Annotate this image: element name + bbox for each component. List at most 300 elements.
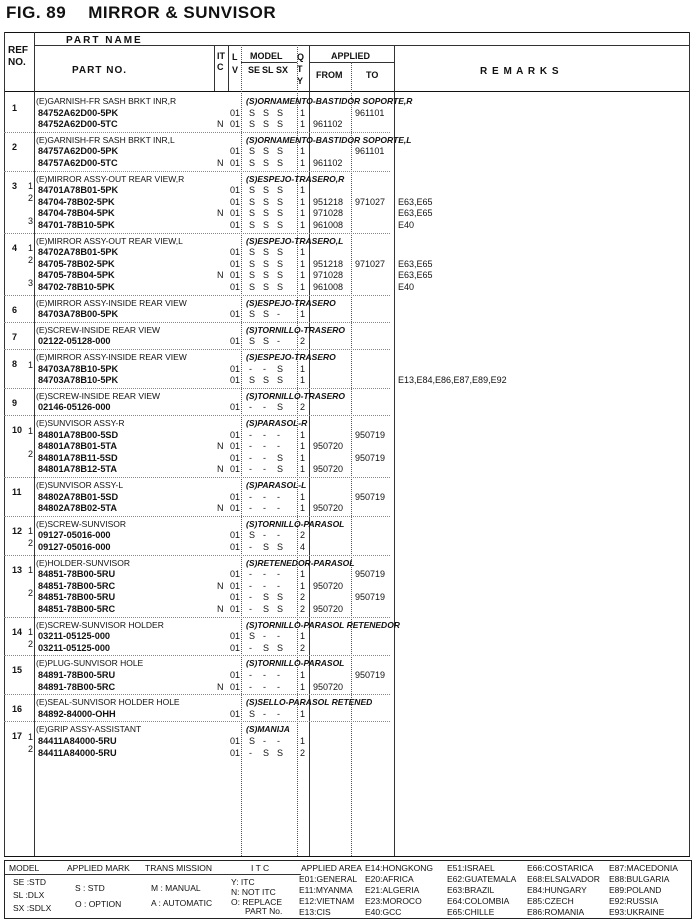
quantity: 1 (300, 452, 306, 463)
level: 01 (230, 735, 241, 746)
table-row (4, 107, 690, 119)
model-sl: S (263, 258, 270, 269)
table-row (4, 743, 690, 759)
part-number: 84851-78B00-5RU (38, 592, 116, 603)
header-model-sx: SX (276, 65, 289, 75)
applied-to: 950719 (355, 452, 386, 463)
sub-index: 2 (28, 192, 34, 203)
sub-index: 1 (28, 526, 34, 537)
quantity: 1 (300, 631, 306, 642)
area-e20: E20:AFRICA (365, 874, 414, 884)
header-ref-no: REF NO. (8, 45, 28, 68)
table-row (4, 669, 690, 681)
legend-area-heading: APPLIED AREA (301, 863, 362, 873)
part-name-spanish: (S)SELLO-PARASOL RETENED (246, 697, 373, 708)
applied-from: 961008 (313, 281, 344, 292)
remarks: E63,E65 (398, 196, 433, 207)
quantity: 2 (300, 530, 306, 541)
legend-itc-heading: I T C (251, 863, 270, 873)
area-e86: E86:ROMANIA (527, 907, 585, 917)
group-divider (4, 617, 390, 618)
group-divider (4, 388, 390, 389)
part-number: 84891-78B00-5RU (38, 669, 116, 680)
group-divider (4, 171, 390, 172)
part-number: 84411A84000-5RU (38, 747, 117, 758)
quantity: 1 (300, 146, 306, 157)
ref-number: 12 (12, 525, 23, 536)
part-number: 84891-78B00-5RC (38, 681, 116, 692)
model-sx: - (277, 681, 280, 692)
header-from: FROM (316, 70, 343, 80)
model-sx: S (277, 747, 284, 758)
quantity: 2 (300, 336, 306, 347)
model-sx: S (277, 196, 284, 207)
group-divider (4, 721, 390, 722)
ref-number: 11 (12, 486, 22, 497)
part-name: (E)SUNVISOR ASSY-L (36, 480, 124, 490)
part-number: 84702A78B01-5PK (38, 247, 119, 258)
quantity: 1 (300, 185, 306, 196)
model-sx: S (277, 270, 284, 281)
quantity: 1 (300, 157, 306, 168)
model-sl: - (263, 452, 266, 463)
model-sx: S (277, 157, 284, 168)
ref-number: 8 (12, 358, 18, 369)
ref-number: 13 (12, 564, 23, 575)
model-sx: S (277, 119, 284, 130)
ref-number: 3 (12, 180, 18, 191)
header-remarks: R E M A R K S (480, 66, 560, 77)
part-name-spanish: (S)ESPEJO-TRASERO,L (246, 235, 344, 246)
ref-number: 10 (12, 424, 23, 435)
area-e51: E51:ISRAEL (447, 863, 495, 873)
model-se: - (249, 402, 252, 413)
table-row (4, 277, 690, 293)
ref-number: 4 (12, 242, 18, 253)
area-e93: E93:UKRAINE (609, 907, 665, 917)
legend-model-se: SE :STD (13, 877, 47, 887)
model-sx: S (277, 375, 284, 386)
level: 01 (230, 541, 241, 552)
itc-flag: N (217, 270, 224, 281)
sub-index: 2 (28, 448, 34, 459)
sub-index: 3 (28, 215, 34, 226)
part-name-spanish: (S)PARASOL-L (246, 480, 307, 490)
model-sl: - (263, 363, 266, 374)
applied-to: 961101 (355, 146, 385, 157)
quantity: 1 (300, 569, 306, 580)
part-number: 84851-78B00-5RC (38, 580, 116, 591)
area-e12: E12:VIETNAM (299, 896, 355, 906)
part-name: (E)SEAL-SUNVISOR HOLDER HOLE (36, 697, 180, 708)
part-number: 09127-05016-000 (38, 541, 111, 552)
model-sl: S (263, 603, 270, 614)
table-row (4, 588, 690, 603)
itc-flag: N (217, 157, 224, 168)
model-sx: S (277, 592, 284, 603)
level: 01 (230, 708, 241, 719)
table-row (4, 638, 690, 654)
table-row (4, 269, 690, 281)
group-divider (4, 516, 390, 517)
model-sl: S (263, 146, 270, 157)
table-row (4, 463, 690, 475)
level: 01 (230, 119, 241, 130)
sub-index: 1 (28, 565, 34, 576)
quantity: 2 (300, 592, 306, 603)
model-se: S (249, 107, 256, 118)
legend-area-col-4 (527, 863, 600, 918)
level: 01 (230, 441, 241, 452)
model-sx: - (277, 530, 280, 541)
model-sl: - (263, 735, 266, 746)
part-number: 02122-05128-000 (38, 336, 111, 347)
header-qty: QTY (297, 52, 305, 86)
table-row (4, 401, 690, 413)
quantity: 1 (300, 219, 306, 230)
ref-number: 17 (12, 731, 23, 742)
model-se: - (249, 681, 252, 692)
part-number: 84801A78B12-5TA (38, 464, 117, 475)
model-sx: S (277, 642, 284, 653)
level: 01 (230, 464, 241, 475)
area-e62: E62:GUATEMALA (447, 874, 517, 884)
model-sl: S (263, 541, 270, 552)
quantity: 1 (300, 580, 306, 591)
model-se: S (249, 208, 256, 219)
level: 01 (230, 258, 241, 269)
legend-area-col-5 (609, 863, 678, 918)
legend-itc-o: O: REPLACE (231, 897, 283, 907)
model-sx: S (277, 281, 284, 292)
model-sx: S (277, 541, 284, 552)
model-sl: - (263, 491, 266, 502)
header-model-se: SE (248, 65, 261, 75)
table-row (4, 565, 690, 580)
model-sl: S (263, 107, 270, 118)
itc-flag: N (217, 603, 224, 614)
applied-from: 950720 (313, 681, 344, 692)
part-name-spanish: (S)TORNILLO-PARASOL (246, 518, 345, 529)
legend-mark-option: O : OPTION (75, 899, 122, 909)
level: 01 (230, 402, 241, 413)
applied-to: 961101 (355, 107, 385, 118)
ref-number: 2 (12, 141, 18, 152)
part-name-spanish: (S)ESPEJO-TRASERO (246, 297, 336, 308)
level: 01 (230, 569, 241, 580)
table-row (4, 502, 690, 514)
remarks: E40 (398, 281, 415, 292)
part-name-spanish: (S)TORNILLO-TRASERO (246, 390, 346, 401)
quantity: 1 (300, 441, 306, 452)
model-sx: - (277, 669, 280, 680)
quantity: 1 (300, 429, 306, 440)
model-se: - (249, 580, 252, 591)
sub-index: 2 (28, 537, 34, 548)
model-sl: - (263, 669, 266, 680)
model-sl: S (263, 375, 270, 386)
model-se: - (249, 592, 252, 603)
applied-to: 950719 (355, 669, 386, 680)
model-sl: S (263, 281, 270, 292)
model-sx: S (277, 464, 284, 475)
table-row (4, 243, 690, 258)
part-number: 84703A78B10-5PK (38, 375, 119, 386)
area-e89: E89:POLAND (609, 885, 662, 895)
table-row (4, 254, 690, 270)
table-row (4, 526, 690, 541)
itc-flag: N (217, 208, 224, 219)
legend-trans-heading: TRANS MISSION (145, 863, 213, 873)
part-number: 84703A78B00-5PK (38, 309, 119, 320)
model-sx: S (277, 363, 284, 374)
level: 01 (230, 503, 241, 514)
itc-flag: N (217, 681, 224, 692)
header-itc: ITC (217, 51, 225, 72)
area-e65: E65:CHILLE (447, 907, 495, 917)
group-divider (4, 415, 390, 416)
quantity: 1 (300, 270, 306, 281)
legend-itc-y: Y: ITC (231, 877, 255, 887)
applied-to: 950719 (355, 429, 386, 440)
model-sx: - (277, 569, 280, 580)
legend-itc-partno: PART No. (245, 906, 283, 916)
model-sl: S (263, 592, 270, 603)
part-number: 84704-78B04-5PK (38, 208, 115, 219)
header-applied: APPLIED (331, 51, 371, 61)
part-number: 84801A78B01-5TA (38, 441, 117, 452)
model-se: - (249, 669, 252, 680)
model-se: - (249, 441, 252, 452)
area-e88: E88:BULGARIA (609, 874, 670, 884)
part-name-spanish: (S)PARASOL-R (246, 418, 308, 428)
part-name: (E)SUNVISOR ASSY-R (36, 418, 125, 428)
part-name: (E)MIRROR ASSY-INSIDE REAR VIEW (36, 352, 187, 362)
model-se: - (249, 464, 252, 475)
part-name: (E)SCREW-SUNVISOR (36, 518, 127, 529)
legend-mark-heading: APPLIED MARK (67, 863, 130, 873)
area-e13: E13:CIS (299, 907, 331, 917)
part-name: (E)SCREW-INSIDE REAR VIEW (36, 324, 161, 335)
applied-from: 961102 (313, 157, 343, 168)
level: 01 (230, 309, 241, 320)
table-row (4, 207, 690, 219)
level: 01 (230, 681, 241, 692)
sub-index: 2 (28, 254, 34, 265)
model-se: S (249, 336, 256, 347)
model-sl: S (263, 642, 270, 653)
level: 01 (230, 270, 241, 281)
area-e87: E87:MACEDONIA (609, 863, 678, 873)
ref-number: 6 (12, 304, 18, 315)
model-sl: - (263, 530, 266, 541)
sub-index: 2 (28, 638, 34, 649)
model-sx: - (277, 309, 280, 320)
model-sx: S (277, 107, 284, 118)
model-sx: - (277, 429, 280, 440)
part-number: 84411A84000-5RU (38, 735, 117, 746)
legend-footer (4, 860, 692, 919)
ref-number: 1 (12, 102, 18, 113)
model-sx: - (277, 631, 280, 642)
part-number: 84703A78B10-5PK (38, 363, 119, 374)
area-e11: E11:MYANMA (299, 885, 353, 895)
applied-to: 971027 (355, 196, 386, 207)
remarks: E40 (398, 219, 415, 230)
model-sx: S (277, 185, 284, 196)
model-se: - (249, 363, 252, 374)
applied-from: 951218 (313, 258, 344, 269)
table-row (4, 708, 690, 720)
part-name: (E)PLUG-SUNVISOR HOLE (36, 658, 144, 669)
table-row (4, 603, 690, 615)
table-row (4, 157, 690, 169)
applied-from: 961102 (313, 119, 343, 130)
model-se: S (249, 219, 256, 230)
model-se: S (249, 185, 256, 196)
model-se: - (249, 569, 252, 580)
table-row (4, 440, 690, 452)
area-e40: E40:GCC (365, 907, 402, 917)
table-row (4, 308, 690, 320)
level: 01 (230, 631, 241, 642)
model-sl: - (263, 429, 266, 440)
model-se: S (249, 530, 256, 541)
model-sl: - (263, 441, 266, 452)
quantity: 1 (300, 708, 306, 719)
figure-number: FIG. 89 (6, 3, 67, 22)
applied-to: 971027 (355, 258, 386, 269)
part-name: (E)GARNISH-FR SASH BRKT INR,L (36, 134, 175, 145)
part-number: 84702-78B10-5PK (38, 281, 115, 292)
level: 01 (230, 146, 241, 157)
part-name-spanish: (S)TORNILLO-TRASERO (246, 324, 346, 335)
ref-number: 7 (12, 331, 18, 342)
part-number: 84801A78B00-5SD (38, 429, 119, 440)
quantity: 2 (300, 603, 306, 614)
header-model: MODEL (250, 51, 283, 61)
area-e92: E92:RUSSIA (609, 896, 659, 906)
sub-index: 2 (28, 588, 34, 599)
part-number: 03211-05125-000 (38, 631, 111, 642)
level: 01 (230, 603, 241, 614)
model-se: - (249, 642, 252, 653)
table-row (4, 448, 690, 464)
part-number: 84801A78B11-5SD (38, 452, 118, 463)
remarks: E63,E65 (398, 258, 433, 269)
model-sl: S (263, 157, 270, 168)
applied-to: 950719 (355, 491, 386, 502)
model-sx: - (277, 708, 280, 719)
part-name-spanish: (S)MANIJA (246, 724, 290, 735)
model-sx: S (277, 247, 284, 258)
table-row (4, 335, 690, 347)
table-header (4, 32, 690, 92)
model-sl: - (263, 464, 266, 475)
part-number: 84701A78B01-5PK (38, 185, 119, 196)
part-name: (E)SCREW-INSIDE REAR VIEW (36, 390, 161, 401)
quantity: 1 (300, 464, 306, 475)
ref-number: 16 (12, 704, 23, 715)
part-number: 02146-05126-000 (38, 402, 111, 413)
part-name: (E)GRIP ASSY-ASSISTANT (36, 724, 142, 735)
itc-flag: N (217, 580, 224, 591)
model-se: - (249, 452, 252, 463)
itc-flag: N (217, 503, 224, 514)
legend-model-sx: SX :SDLX (13, 903, 52, 913)
model-se: S (249, 708, 256, 719)
legend-mark-std: S : STD (75, 883, 105, 893)
level: 01 (230, 747, 241, 758)
model-se: S (249, 270, 256, 281)
sub-index: 1 (28, 731, 34, 742)
model-sl: S (263, 196, 270, 207)
table-row (4, 627, 690, 642)
group-divider (4, 322, 390, 323)
quantity: 1 (300, 669, 306, 680)
legend-area-col-2 (365, 863, 433, 918)
model-sx: S (277, 258, 284, 269)
part-number: 84705-78B04-5PK (38, 270, 115, 281)
legend-model-sl: SL :DLX (13, 890, 45, 900)
quantity: 1 (300, 196, 306, 207)
part-name-spanish: (S)ESPEJO-TRASERO,R (246, 173, 345, 184)
legend-area-col-3 (447, 863, 516, 918)
level: 01 (230, 669, 241, 680)
model-sx: - (277, 735, 280, 746)
model-sx: S (277, 219, 284, 230)
model-sl: S (263, 208, 270, 219)
quantity: 2 (300, 642, 306, 653)
level: 01 (230, 281, 241, 292)
table-row (4, 580, 690, 592)
group-divider (4, 694, 390, 695)
applied-from: 971028 (313, 270, 344, 281)
model-sx: S (277, 603, 284, 614)
part-name: (E)GARNISH-FR SASH BRKT INR,R (36, 96, 177, 106)
itc-flag: N (217, 464, 224, 475)
level: 01 (230, 157, 241, 168)
ref-number: 14 (12, 626, 23, 637)
itc-flag: N (217, 119, 224, 130)
model-se: - (249, 603, 252, 614)
quantity: 1 (300, 258, 306, 269)
level: 01 (230, 592, 241, 603)
part-name: (E)HOLDER-SUNVISOR (36, 557, 130, 568)
quantity: 2 (300, 747, 306, 758)
part-number: 84752A62D00-5TC (38, 119, 118, 130)
quantity: 4 (300, 541, 306, 552)
figure-title (6, 3, 276, 23)
model-sl: S (263, 219, 270, 230)
sub-index: 1 (28, 359, 34, 370)
legend-itc-n: N: NOT ITC (231, 887, 276, 897)
model-sx: S (277, 208, 284, 219)
quantity: 1 (300, 681, 306, 692)
model-sx: S (277, 452, 284, 463)
level: 01 (230, 580, 241, 591)
model-se: S (249, 735, 256, 746)
table-row (4, 425, 690, 441)
area-e63: E63:BRAZIL (447, 885, 495, 895)
area-e66: E66:COSTARICA (527, 863, 594, 873)
model-sl: - (263, 580, 266, 591)
quantity: 1 (300, 491, 306, 502)
part-name: (E)MIRROR ASSY-OUT REAR VIEW,R (36, 173, 185, 184)
part-number: 84851-78B00-5RC (38, 603, 116, 614)
part-number: 84752A62D00-5PK (38, 107, 119, 118)
header-to: TO (366, 70, 379, 80)
